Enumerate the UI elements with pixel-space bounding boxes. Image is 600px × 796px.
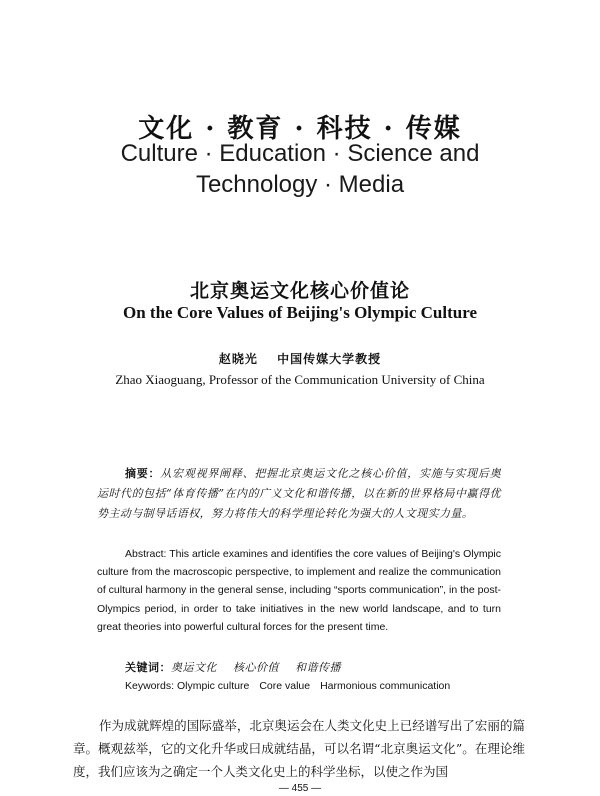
author-zh — [0, 350, 600, 367]
body-paragraph: 作为成就辉煌的国际盛举，北京奥运会在人类文化史上已经谱写出了宏丽的篇章。概观兹举，它的文化升华或曰成就结晶，可以名谓“北京奥运文化”。在理论维度，我们应该为之确定一个人类文化史上的科学坐标，以使之作为国 — [73, 718, 525, 779]
keywords-en-label: Keywords: — [125, 680, 175, 692]
keywords-zh-label: 关键词： — [125, 661, 171, 674]
abstract-en — [97, 545, 501, 636]
section-title-en-line2: Technology · Media — [195, 171, 405, 198]
author-en: Zhao Xiaoguang, Professor of the Communication University of China — [115, 372, 485, 387]
section-title-en — [0, 138, 600, 200]
abstract-en-label: Abstract: — [125, 548, 167, 560]
keyword-en: Harmonious communication — [320, 680, 451, 692]
abstract-en-text: This article examines and identifies the core values of Beijing's Olympic culture from the macroscopic perspective, to implement and realize the communication of cultural harmony in the general sense, including “sports communication”, in the post-Olympics period, in order to take initiatives in the new world landscape, and to turn great theories into powerful cultural forces for the present time. — [97, 548, 501, 633]
keyword-zh: 和谐传播 — [295, 661, 341, 674]
keyword-en: Olympic culture — [176, 680, 250, 692]
abstract-zh — [97, 464, 501, 524]
abstract-zh-text: 从宏观视界阐释、把握北京奥运文化之核心价值，实施与实现后奥运时代的包括“体育传播”在内的广义文化和谐传播，以在新的世界格局中赢得优势主动与制导话语权，努力将伟大的科学理论转化为强大的人文现实力量。 — [97, 467, 501, 520]
keywords-zh — [125, 659, 357, 675]
keyword-en: Core value — [259, 680, 311, 692]
keywords-en — [125, 680, 460, 692]
section-title-zh: 文化 · 教育 · 科技 · 传媒 — [138, 114, 462, 144]
abstract-zh-label: 摘要： — [125, 467, 161, 480]
keyword-zh: 奥运文化 — [171, 661, 217, 674]
article-title-zh: 北京奥运文化核心价值论 — [189, 280, 410, 302]
author-affiliation-zh: 中国传媒大学教授 — [277, 352, 382, 366]
author-name-zh: 赵晓光 — [218, 352, 258, 366]
page-number: — 455 — — [278, 783, 322, 794]
article-title-en: On the Core Values of Beijing's Olympic Culture — [122, 303, 478, 322]
section-title-en-line1: Culture · Education · Science and — [120, 140, 480, 167]
keyword-zh: 核心价值 — [233, 661, 279, 674]
